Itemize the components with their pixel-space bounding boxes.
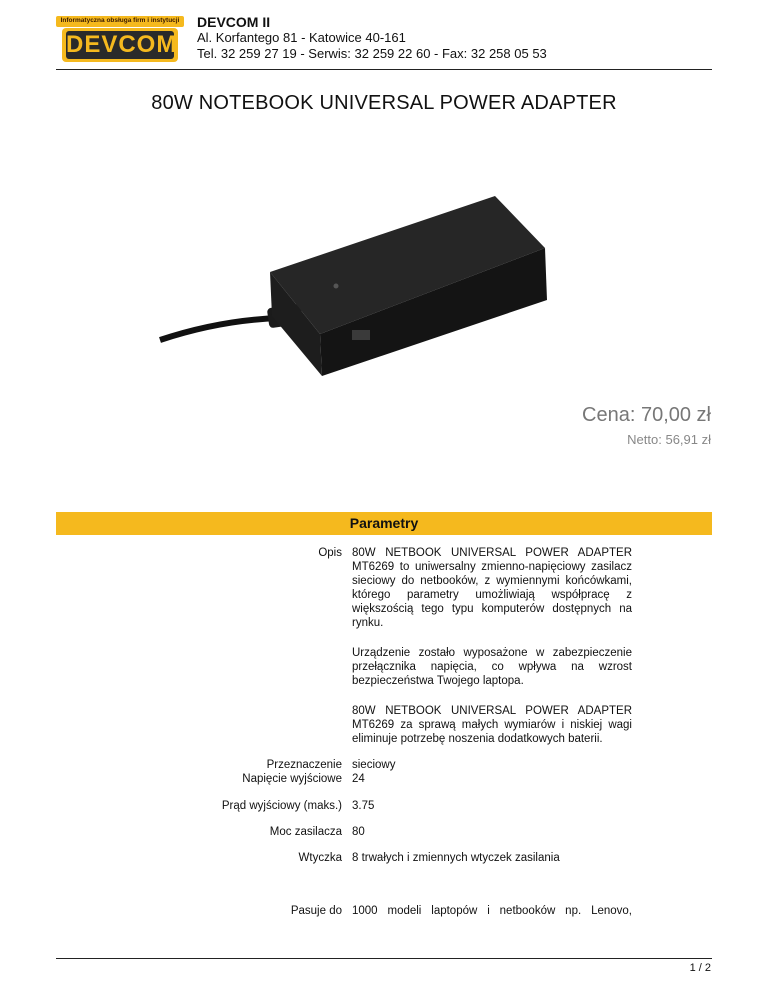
opis-paragraph-1: 80W NETBOOK UNIVERSAL POWER ADAPTER MT6269 to uniwersalny zmienno-napięciowy zasilacz sieciowy do netbooków, z wymiennymi końcówkami, którego parametry umożliwiają współpracę z większością tego typu komputerów dostępnych na rynku. xyxy=(352,547,632,629)
param-label-moc: Moc zasilacza xyxy=(269,826,342,838)
company-contacts: Tel. 32 259 27 19 - Serwis: 32 259 22 60 - Fax: 32 258 05 53 xyxy=(197,46,547,61)
param-label-opis: Opis xyxy=(318,547,342,559)
param-value-przeznaczenie: sieciowy xyxy=(352,759,396,771)
param-label-napiecie: Napięcie wyjściowe xyxy=(242,773,342,785)
param-label-pasuje: Pasuje do xyxy=(290,905,342,917)
footer-divider xyxy=(56,958,712,959)
param-label-prad: Prąd wyjściowy (maks.) xyxy=(221,800,342,812)
param-value-napiecie: 24 xyxy=(352,773,365,785)
opis-paragraph-2: Urządzenie zostało wyposażone w zabezpieczenie przełącznika napięcia, co wpływa na wzrost bezpieczeństwa Twojego laptopa. xyxy=(352,647,632,687)
price-gross: Cena: 70,00 zł xyxy=(582,404,711,426)
param-value-moc: 80 xyxy=(352,826,365,838)
company-name: DEVCOM II xyxy=(197,14,271,30)
logo-wordmark: DEVCOM xyxy=(66,31,178,58)
param-value-prad: 3.75 xyxy=(352,800,375,812)
section-parametry: Parametry xyxy=(56,512,712,535)
logo-tagline: Informatyczna obsługa firm i instytucji xyxy=(60,17,180,24)
param-value-pasuje: 1000 modeli laptopów i netbooków np. Lenovo, xyxy=(352,905,632,917)
param-value-wtyczka: 8 trwałych i zmiennych wtyczek zasilania xyxy=(352,852,560,864)
product-title: 80W NOTEBOOK UNIVERSAL POWER ADAPTER xyxy=(151,92,617,114)
price-net: Netto: 56,91 zł xyxy=(627,432,711,447)
param-value-opis xyxy=(352,546,632,762)
param-label-wtyczka: Wtyczka xyxy=(298,852,342,864)
opis-paragraph-3: 80W NETBOOK UNIVERSAL POWER ADAPTER MT6269 za sprawą małych wymiarów i niskiej wagi eliminuje potrzebę noszenia dodatkowych baterii. xyxy=(352,705,632,745)
param-label-przeznaczenie: Przeznaczenie xyxy=(266,759,342,771)
product-image xyxy=(150,140,620,400)
company-info xyxy=(197,14,547,62)
company-address: Al. Korfantego 81 - Katowice 40-161 xyxy=(197,30,406,45)
header-divider xyxy=(56,69,712,70)
page-number: 1 / 2 xyxy=(689,962,711,974)
